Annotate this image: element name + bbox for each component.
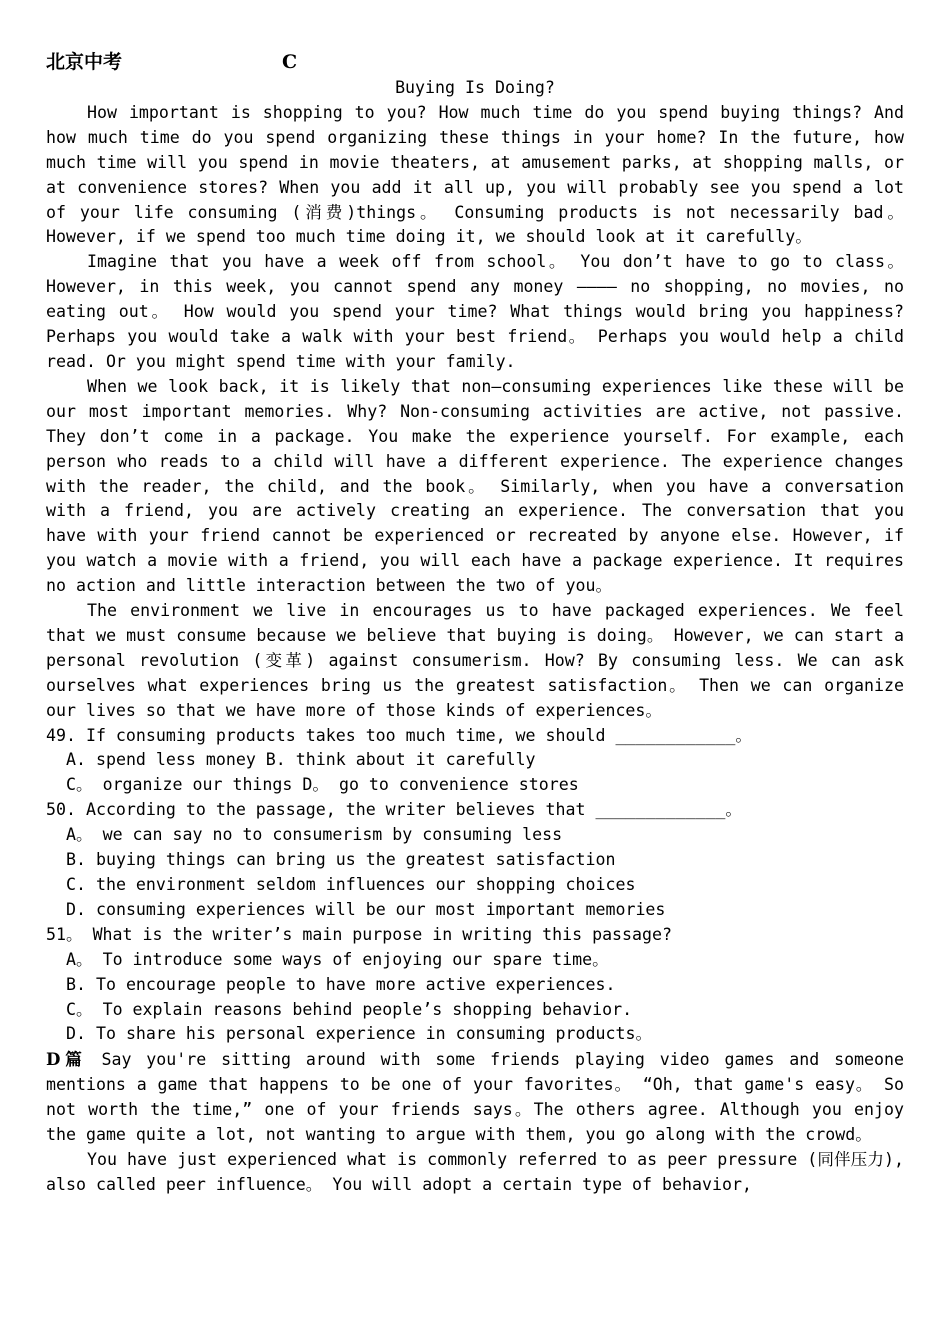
passage-d-label: D篇 <box>46 1049 87 1070</box>
passage-d-text-1: Say you're sitting around with some friends playing video games and someone mentions a game that happens to be one of your favorites。 “Oh, that game's easy。 So not worth the time,” one of your friends says。The others agree. Although you enjoy the game quite a lot, not wanting to argue with them, you go along with the crowd。 <box>46 1050 905 1145</box>
question-50-option-d: D. consuming experiences will be our most important memories <box>66 899 666 919</box>
question-50-option-a: A。 we can say no to consumerism by consuming less <box>66 825 563 845</box>
paragraph-4: The environment we live in encourages us to have packaged experiences. We feel that we must consume because we believe that buying is doing。 However, we can start a personal revolution (变革) against consumerism. How? By consuming less. We can ask ourselves what experiences bring us the greatest satisfaction。 Then we can organize our lives so that we have more of those kinds of experiences。 <box>46 601 904 720</box>
passage-title: Buying Is Doing? <box>395 78 555 97</box>
passage-d-paragraph-2: You have just experienced what is commonly referred to as peer pressure (同伴压力), also called peer influence。 You will adopt a certain type of behavior, <box>46 1149 904 1194</box>
question-51-option-c: C。 To explain reasons behind people’s shopping behavior. <box>66 999 633 1019</box>
page-header <box>46 48 904 76</box>
question-50-option-c: C. the environment seldom influences our shopping choices <box>66 875 636 894</box>
paragraph-2: Imagine that you have a week off from school。 You don’t have to go to class。 However, in this week, you cannot spend any money ———— no shopping, no movies, no eating out。 How would you spend your time? What things would bring you happiness? Perhaps you would take a walk with your best friend。 Perhaps you would help a child read. Or you might spend time with your family. <box>46 252 904 371</box>
question-51-option-a: A。 To introduce some ways of enjoying our spare time。 <box>66 949 609 969</box>
document-page <box>46 48 904 1198</box>
question-51-option-d: D. To share his personal experience in consuming products。 <box>66 1024 653 1044</box>
paragraph-3: When we look back, it is likely that non—consuming experiences like these will be our most important memories. Why? Non-consuming activities are active, not passive. They don’t come in a package. You make the experience yourself. For example, each person who reads to a child will have a different experience. The experience changes with the reader, the child, and the book。 Similarly, when you have a conversation with a friend, you are actively creating an experience. The conversation that you have with your friend cannot be experienced or recreated by anyone else. However, if you watch a movie with a friend, you will each have a package experience. It requires no action and little interaction between the two of you。 <box>46 376 904 596</box>
paragraph-1: How important is shopping to you? How much time do you spend buying things? And how much time do you spend organizing these things in your home? In the future, how much time will you spend in movie theaters, at amusement parks, at shopping malls, or at convenience stores? When you add it all up, you will probably see you spend a lot of your life consuming (消费)things。 Consuming products is not necessarily bad。 However, if we spend too much time doing it, we should look at it carefully。 <box>46 102 904 247</box>
question-51-option-b: B. To encourage people to have more active experiences. <box>66 974 616 994</box>
question-50: 50. According to the passage, the writer believes that _____________。 <box>46 800 742 820</box>
header-source: 北京中考 <box>46 51 123 73</box>
question-49-options-cd: C。 organize our things D。 go to convenience stores <box>66 775 579 795</box>
question-51: 51。 What is the writer’s main purpose in writing this passage? <box>46 924 673 944</box>
header-section-letter: C <box>282 51 298 73</box>
passage-d-paragraph-1 <box>46 1047 904 1148</box>
question-50-option-b: B. buying things can bring us the greatest satisfaction <box>66 850 616 870</box>
question-49: 49. If consuming products takes too much time, we should ____________。 <box>46 725 752 745</box>
question-49-options-ab: A. spend less money B. think about it carefully <box>66 750 536 770</box>
